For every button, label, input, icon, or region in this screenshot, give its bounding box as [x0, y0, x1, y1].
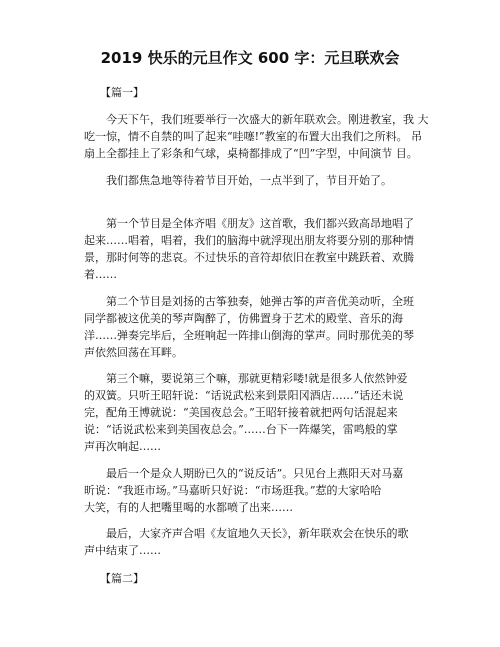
paragraph-line: 最后一个是众人期盼已久的“说反话”。只见台上燕阳天对马嘉: [106, 467, 404, 480]
section-label-1: 【篇一】: [100, 86, 144, 99]
paragraph-7: [84, 525, 428, 559]
page-title: 2019 快乐的元旦作文 600 字：元旦联欢会: [100, 49, 400, 67]
paragraph-line: 第一个节目是全体齐唱《朋友》这首歌，我们都兴致高昂地唱了: [106, 217, 414, 230]
paragraph-line: 完，配角王博就说：“美国夜总会。”王昭轩接着就把两句话混起来: [84, 406, 398, 419]
paragraph-line: 的双簧。只听王昭轩说：“话说武松来到景阳冈酒店……”话还未说: [84, 389, 404, 402]
paragraph-3: [84, 215, 428, 283]
paragraph-line: 声中结束了……: [84, 544, 161, 557]
paragraph-line: 昕说：“我逛市场。”马嘉昕只好说：“市场逛我。”惹的大家哈哈: [84, 484, 382, 497]
paragraph-6: [84, 465, 428, 516]
paragraph-line: 吃一惊，情不自禁的叫了起来“哇噻!”教室的布置大出我们之所料。 吊: [84, 130, 423, 143]
paragraph-5: [84, 370, 428, 455]
paragraph-line: 起来……唱着，唱着，我们的脑海中就浮现出朋友将要分别的那种情: [84, 234, 414, 247]
paragraph-line: 我们都焦急地等待着节目开始，一点半到了，节目开始了。: [106, 174, 392, 187]
paragraph-line: 着……: [84, 268, 117, 281]
paragraph-line: 第二个节目是刘扬的古筝独奏，她弹古筝的声音优美动听，全班: [106, 295, 414, 308]
paragraph-1: [84, 111, 428, 162]
paragraph-line: 声再次响起……: [84, 440, 161, 453]
paragraph-line: 大笑，有的人把嘴里喝的水都喷了出来……: [84, 501, 293, 514]
paragraph-2: [84, 172, 428, 189]
paragraph-line: 景，那时何等的悲哀。不过快乐的音符却依旧在教室中跳跃着、欢腾: [84, 251, 414, 264]
paragraph-line: 第三个嘛，要说第三个嘛，那就更精彩喽!就是很多人依然钟爱: [106, 372, 408, 385]
paragraph-line: 声依然回荡在耳畔。: [84, 346, 183, 359]
paragraph-line: 今天下午，我们班要举行一次盛大的新年联欢会。刚进教室，我 大: [106, 113, 428, 126]
paragraph-4: [84, 293, 428, 361]
paragraph-line: 扇上全都挂上了彩条和气球，桌椅都排成了“凹”字型，中间演节 目。: [84, 147, 418, 160]
paragraph-line: 洋……弹奏完毕后，全班响起一阵排山倒海的掌声。同时那优美的琴: [84, 329, 414, 342]
section-label-2: 【篇二】: [100, 572, 144, 585]
paragraph-line: 说：“话说武松来到美国夜总会。”……台下一阵爆笑，雷鸣般的掌: [84, 423, 398, 436]
paragraph-line: 同学都被这优美的琴声陶醉了，仿佛置身于艺术的殿堂、音乐的海: [84, 312, 403, 325]
paragraph-line: 最后，大家齐声合唱《友谊地久天长》，新年联欢会在快乐的歌: [106, 527, 409, 540]
